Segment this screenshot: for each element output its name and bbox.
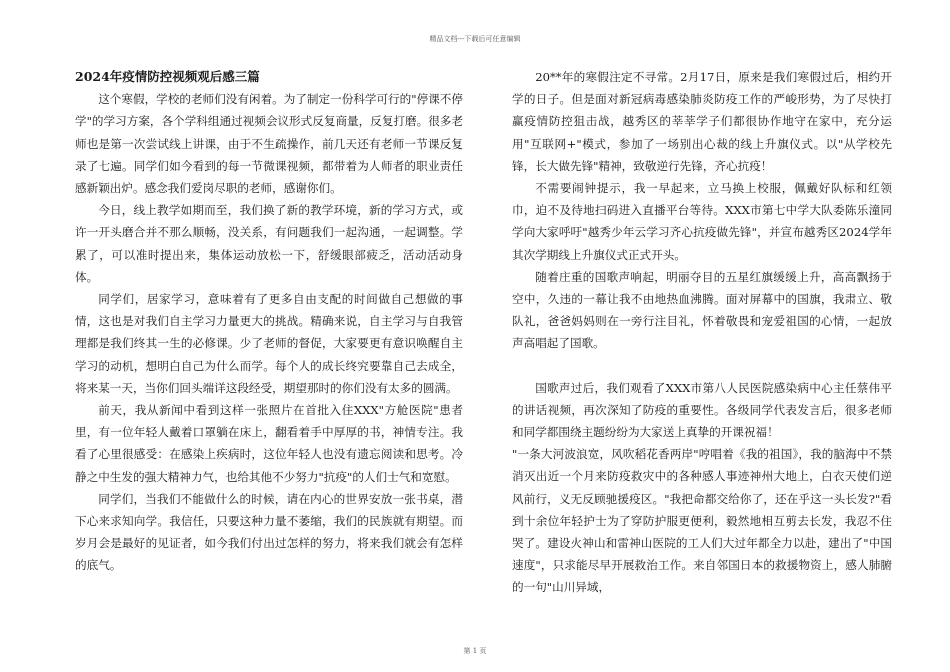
right-column (512, 66, 892, 599)
page-footer: 第 1 页 (463, 647, 487, 655)
paragraph-gap (512, 355, 892, 377)
paragraph: 不需要闹钟提示，我一早起来，立马换上校服，佩戴好队标和红领巾，迫不及待地扫码进入直播平台等待。XXX市第七中学大队委陈乐潼同学向大家呼吁"越秀少年云学习齐心抗疫做先锋"，并宣布越秀区2024学年其次学期线上升旗仪式正式开头。 (512, 181, 892, 262)
page-header: 精品文档---下载后可任意编辑 (429, 35, 521, 43)
document-title: 2024年疫情防控视频观后感三篇 (75, 69, 260, 84)
paragraph: 今日，线上教学如期而至，我们换了新的教学环境，新的学习方式，或许一开头磨合并不那么顺畅，没关系，有问题我们一起沟通，一起调整。学累了，可以准时提出来，集体运动放松一下，舒缓眼部疲乏，活动活动身体。 (75, 203, 463, 284)
paragraph: 同学们，居家学习，意味着有了更多自由支配的时间做自己想做的事情，这也是对我们自主学习力量更大的挑战。精确来说，自主学习与自我管理都是我们终其一生的必修课。少了老师的督促，大家要更有意识唤醒自主学习的动机，想明白自己为什么而学。每个人的成长终究要靠自己去成全，将来某一天，当你们回头端详这段经受，期望那时的你们没有太多的圆满。 (75, 292, 463, 395)
left-column (75, 66, 463, 577)
paragraph: 同学们，当我们不能做什么的时候，请在内心的世界安放一张书桌，潜下心来求知向学。我信任，只要这种力量不萎缩，我们的民族就有期望。而岁月会是最好的见证者，如今我们付出过怎样的努力，将来我们就会有怎样的底气。 (75, 491, 463, 573)
paragraph: 这个寒假，学校的老师们没有闲着。为了制定一份科学可行的"停课不停学"的学习方案，各个学科组通过视频会议形式反复商量，反复打磨。很多老师也是第一次尝试线上讲课，由于不生疏操作，前几天还有老师一节课反复录了七遍。同学们如今看到的每一节微课视频，都带着为人师者的职业责任感新颖出炉。感念我们爱岗尽职的老师，感谢你们。 (75, 92, 463, 196)
paragraph: "一条大河波浪宽，风吹稻花香两岸"哼唱着《我的祖国》，我的脑海中不禁消灭出近一个月来防疫救灾中的各种感人事迹神州大地上，白衣天使们逆风前行，义无反顾驰援疫区。"我把命都交给你了，还在乎这一头长发?"看到十余位年轻护士为了穿防护服更便利，毅然地相互剪去长发，我忍不住哭了。建设火神山和雷神山医院的工人们大过年都全力以赴，建出了"中国速度"，只求能尽早开展救治工作。来自邻国日本的救援物资上，感人肺腑的一句"山川异域， (512, 447, 892, 595)
paragraph: 国歌声过后，我们观看了XXX市第八人民医院感染病中心主任蔡伟平的讲话视频，再次深知了防疫的重要性。各级同学代表发言后，很多老师和同学都围绕主题纷纷为大家送上真挚的开课祝福！ (512, 380, 892, 440)
paragraph: 前天，我从新闻中看到这样一张照片在首批入住XXX"方舱医院"患者里，有一位年轻人戴着口罩躺在床上，翻看着手中厚厚的书，神情专注。我看了心里很感受：在感染上疾病时，这位年轻人也没有遗忘阅读和思考。冷静之中生发的强大精神力气，也给其他不少努力"抗疫"的人们士气和宽慰。 (75, 403, 463, 484)
paragraph: 20**年的寒假注定不寻常。2月17日，原来是我们寒假过后，相约开学的日子。但是面对新冠病毒感染肺炎防疫工作的严峻形势，为了尽快打赢疫情防控狙击战，越秀区的莘莘学子们都很协作地守在家中，充分运用"互联网+"模式，参加了一场别出心裁的线上升旗仪式。以"从学校先锋，长大做先锋"精神，致敬逆行先锋，齐心抗疫！ (512, 70, 892, 173)
paragraph: 随着庄重的国歌声响起，明丽夺目的五星红旗缓缓上升，高高飘扬于空中，久违的一幕让我不由地热血沸腾。面对屏幕中的国旗，我肃立、敬队礼，爸爸妈妈则在一旁行注目礼，怀着敬畏和宠爱祖国的心情，一起放声高唱起了国歌。 (512, 269, 892, 351)
